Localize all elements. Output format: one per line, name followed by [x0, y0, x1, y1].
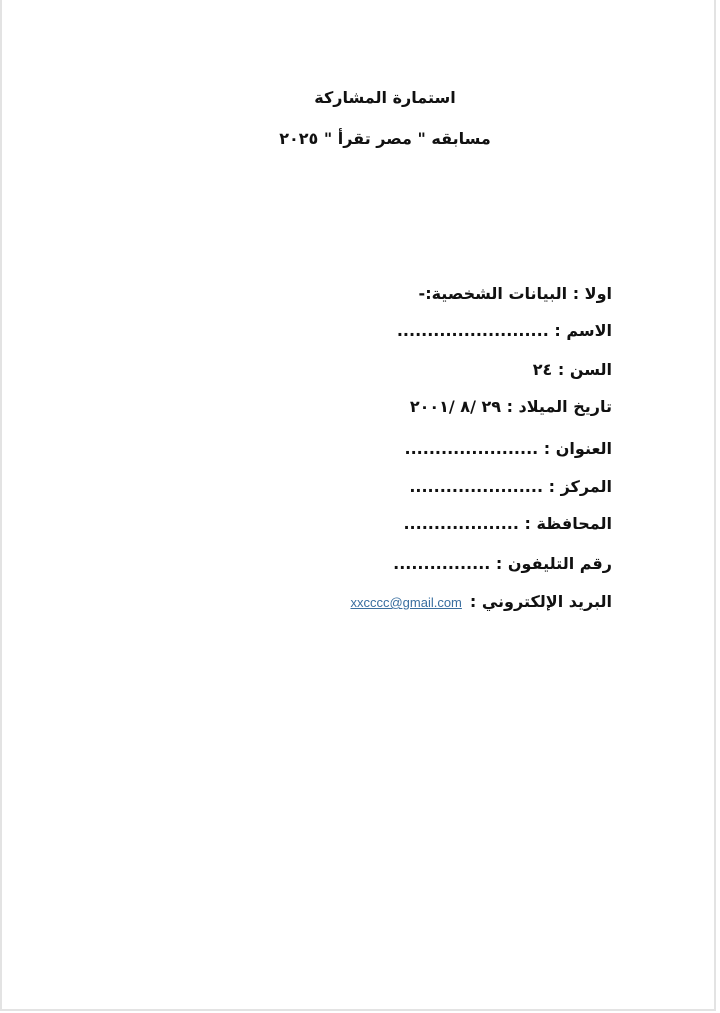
- phone-field-text: رقم التليفون : ................: [393, 554, 612, 573]
- address-field: [405, 439, 612, 458]
- competition-title: مسابقه " مصر تقرأ " ٢٠٢٥: [279, 129, 491, 148]
- form-title: استمارة المشاركة: [314, 88, 456, 107]
- email-link[interactable]: xxcccc@gmail.com: [350, 595, 462, 610]
- birth-date-field-text: تاريخ الميلاد : ٢٩ /٨ /٢٠٠١: [409, 397, 612, 416]
- section-heading: [419, 284, 612, 303]
- age-field-text: السن : ٢٤: [532, 360, 612, 379]
- age-field: [533, 360, 612, 379]
- section-heading-text: اولا : البيانات الشخصية:-: [418, 284, 612, 303]
- center-field-text: المركز : ......................: [409, 477, 612, 496]
- address-field-text: العنوان : ......................: [404, 439, 612, 458]
- governorate-field-text: المحافظة : ...................: [403, 514, 612, 533]
- email-label: البريد الإلكتروني :: [469, 592, 612, 611]
- center-field: [409, 477, 612, 496]
- phone-field: [393, 554, 612, 573]
- birth-date-field: [410, 397, 612, 416]
- email-field: [350, 592, 612, 611]
- governorate-field: [403, 514, 612, 533]
- name-field: [397, 321, 612, 340]
- name-field-text: الاسم : .........................: [396, 321, 612, 340]
